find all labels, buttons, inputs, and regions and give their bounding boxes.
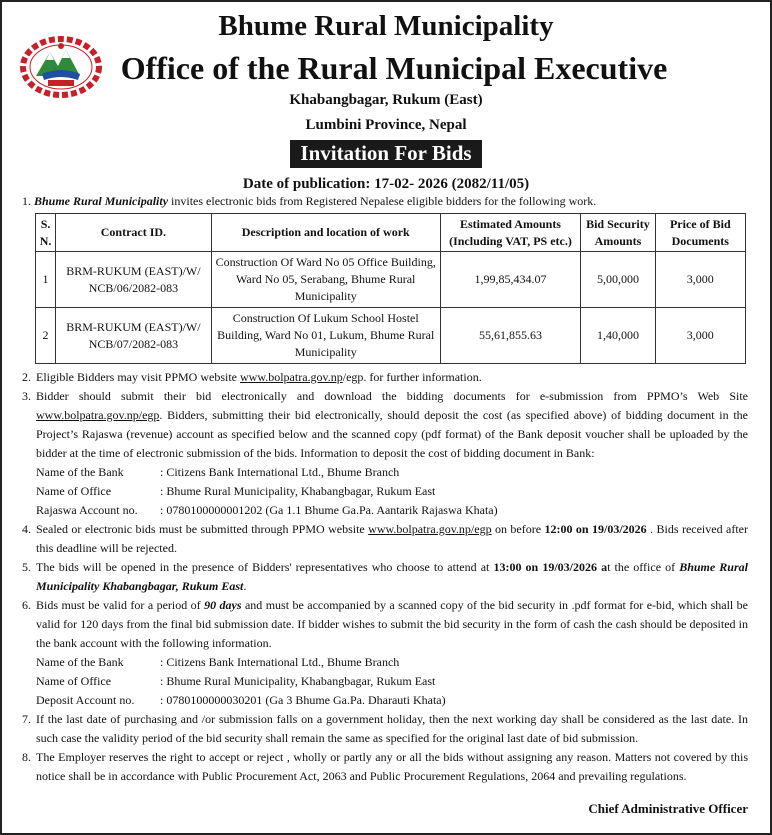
item-7: 7. If the last date of purchasing and /or submission falls on a government holiday, then the next working day shall be considered as the last date. In such case the validity period of the bid security shall remain the same as specified for the original last date of bid submission. <box>22 712 748 745</box>
cell-estimated: 55,61,855.63 <box>440 308 581 364</box>
header-contract: Contract ID. <box>56 214 212 252</box>
bank1-row: Name of the Bank : Citizens Bank International Ltd., Bhume Branch <box>36 465 400 479</box>
office-name: Office of the Rural Municipal Executive <box>120 50 668 86</box>
cell-sn: 2 <box>36 308 56 364</box>
cell-price: 3,000 <box>655 308 745 364</box>
signature: Chief Administrative Officer <box>588 801 748 816</box>
header-description: Description and location of work <box>211 214 440 252</box>
header-sn: S. N. <box>36 214 56 252</box>
bank1-row: Name of Office : Bhume Rural Municipality, Khabangbagar, Rukum East <box>36 484 436 498</box>
cell-sn: 1 <box>36 252 56 308</box>
egp-link[interactable]: www.bolpatra.gov.np/egp <box>36 408 160 422</box>
intro-paragraph: 1. Bhume Rural Municipality invites electronic bids from Registered Nepalese eligible bidders for the following work. <box>22 194 597 208</box>
header-security: Bid Security Amounts <box>581 214 655 252</box>
municipality-name: Bhume Rural Municipality <box>218 10 554 42</box>
item-6: 6. Bids must be valid for a period of 90 days and must be accompanied by a scanned copy of the bid security in .pdf format for e-bid, which shall be valid for 120 days from the final bid submission date. If bidder wishes to submit the bid security in the form of cash the cash should be deposited in the bank account with the following information. <box>22 598 748 650</box>
table-row <box>36 252 746 308</box>
item-8: 8. The Employer reserves the right to accept or reject , wholly or partly any or all the bids without assigning any reason. Matters not covered by this notice shall be in accordance with Public Procurement Act, 2063 and Public Procurement Regulations, 2064 and prevailing regulations. <box>22 750 748 783</box>
bank2-row: Name of the Bank : Citizens Bank International Ltd., Bhume Branch <box>36 655 400 669</box>
item-3: 3. Bidder should submit their bid electronically and download the bidding documents for e-submission from PPMO’s Web Site www.bolpatra.gov.np/egp. Bidders, submitting their bid electronically, should deposit the cost (as specified above) of bidding document in the Project’s Rajaswa (revenue) account as specified below and the scanned copy (pdf format) of the Bank deposit voucher shall be uploaded by the bidder at the time of electronic submission of the bids. Information to deposit the cost of bidding document in Bank: <box>22 389 748 460</box>
header-estimated: Estimated Amounts (Including VAT, PS etc.) <box>440 214 581 252</box>
item-2: 2. Eligible Bidders may visit PPMO website www.bolpatra.gov.np/egp. for further information. <box>22 370 482 384</box>
cell-contract: BRM-RUKUM (EAST)/W/ NCB/06/2082-083 <box>56 252 212 308</box>
bank1-row: Rajaswa Account no. : 0780100000001202 (Ga 1.1 Bhume Ga.Pa. Aantarik Rajaswa Khata) <box>36 503 498 517</box>
publication-date: Date of publication: 17-02- 2026 (2082/11/05) <box>242 176 530 192</box>
cell-description: Construction Of Ward No 05 Office Building, Ward No 05, Serabang, Bhume Rural Municipality <box>211 252 440 308</box>
office-address: Khabangbagar, Rukum (East) <box>289 92 483 108</box>
table-row <box>36 308 746 364</box>
cell-contract: BRM-RUKUM (EAST)/W/ NCB/07/2082-083 <box>56 308 212 364</box>
cell-security: 5,00,000 <box>581 252 655 308</box>
bank2-row: Deposit Account no. : 0780100000030201 (Ga 3 Bhume Ga.Pa. Dharauti Khata) <box>36 693 446 707</box>
item-5: 5. The bids will be opened in the presence of Bidders' representatives who choose to attend at 13:00 on 19/03/2026 at the office of Bhume Rural Municipality Khabangbagar, Rukum East. <box>22 560 748 593</box>
intro-org: Bhume Rural Municipality <box>34 194 169 208</box>
cell-estimated: 1,99,85,434.07 <box>440 252 581 308</box>
notice-items <box>22 368 748 786</box>
ppmo-link[interactable]: www.bolpatra.gov.np <box>240 370 343 384</box>
item-4: 4. Sealed or electronic bids must be submitted through PPMO website www.bolpatra.gov.np/egp on before 12:00 on 19/03/2026 . Bids received after this deadline will be rejected. <box>22 522 748 555</box>
notice-title: Invitation For Bids <box>290 140 481 168</box>
province: Lumbini Province, Nepal <box>305 117 467 133</box>
egp-link-submission[interactable]: www.bolpatra.gov.np/egp <box>368 522 492 536</box>
table-header-row <box>36 214 746 252</box>
header-price: Price of Bid Documents <box>655 214 745 252</box>
cell-price: 3,000 <box>655 252 745 308</box>
cell-security: 1,40,000 <box>581 308 655 364</box>
cell-description: Construction Of Lukum School Hostel Building, Ward No 01, Lukum, Bhume Rural Municipality <box>211 308 440 364</box>
bank2-row: Name of Office : Bhume Rural Municipality, Khabangbagar, Rukum East <box>36 674 436 688</box>
bid-table <box>35 213 746 364</box>
